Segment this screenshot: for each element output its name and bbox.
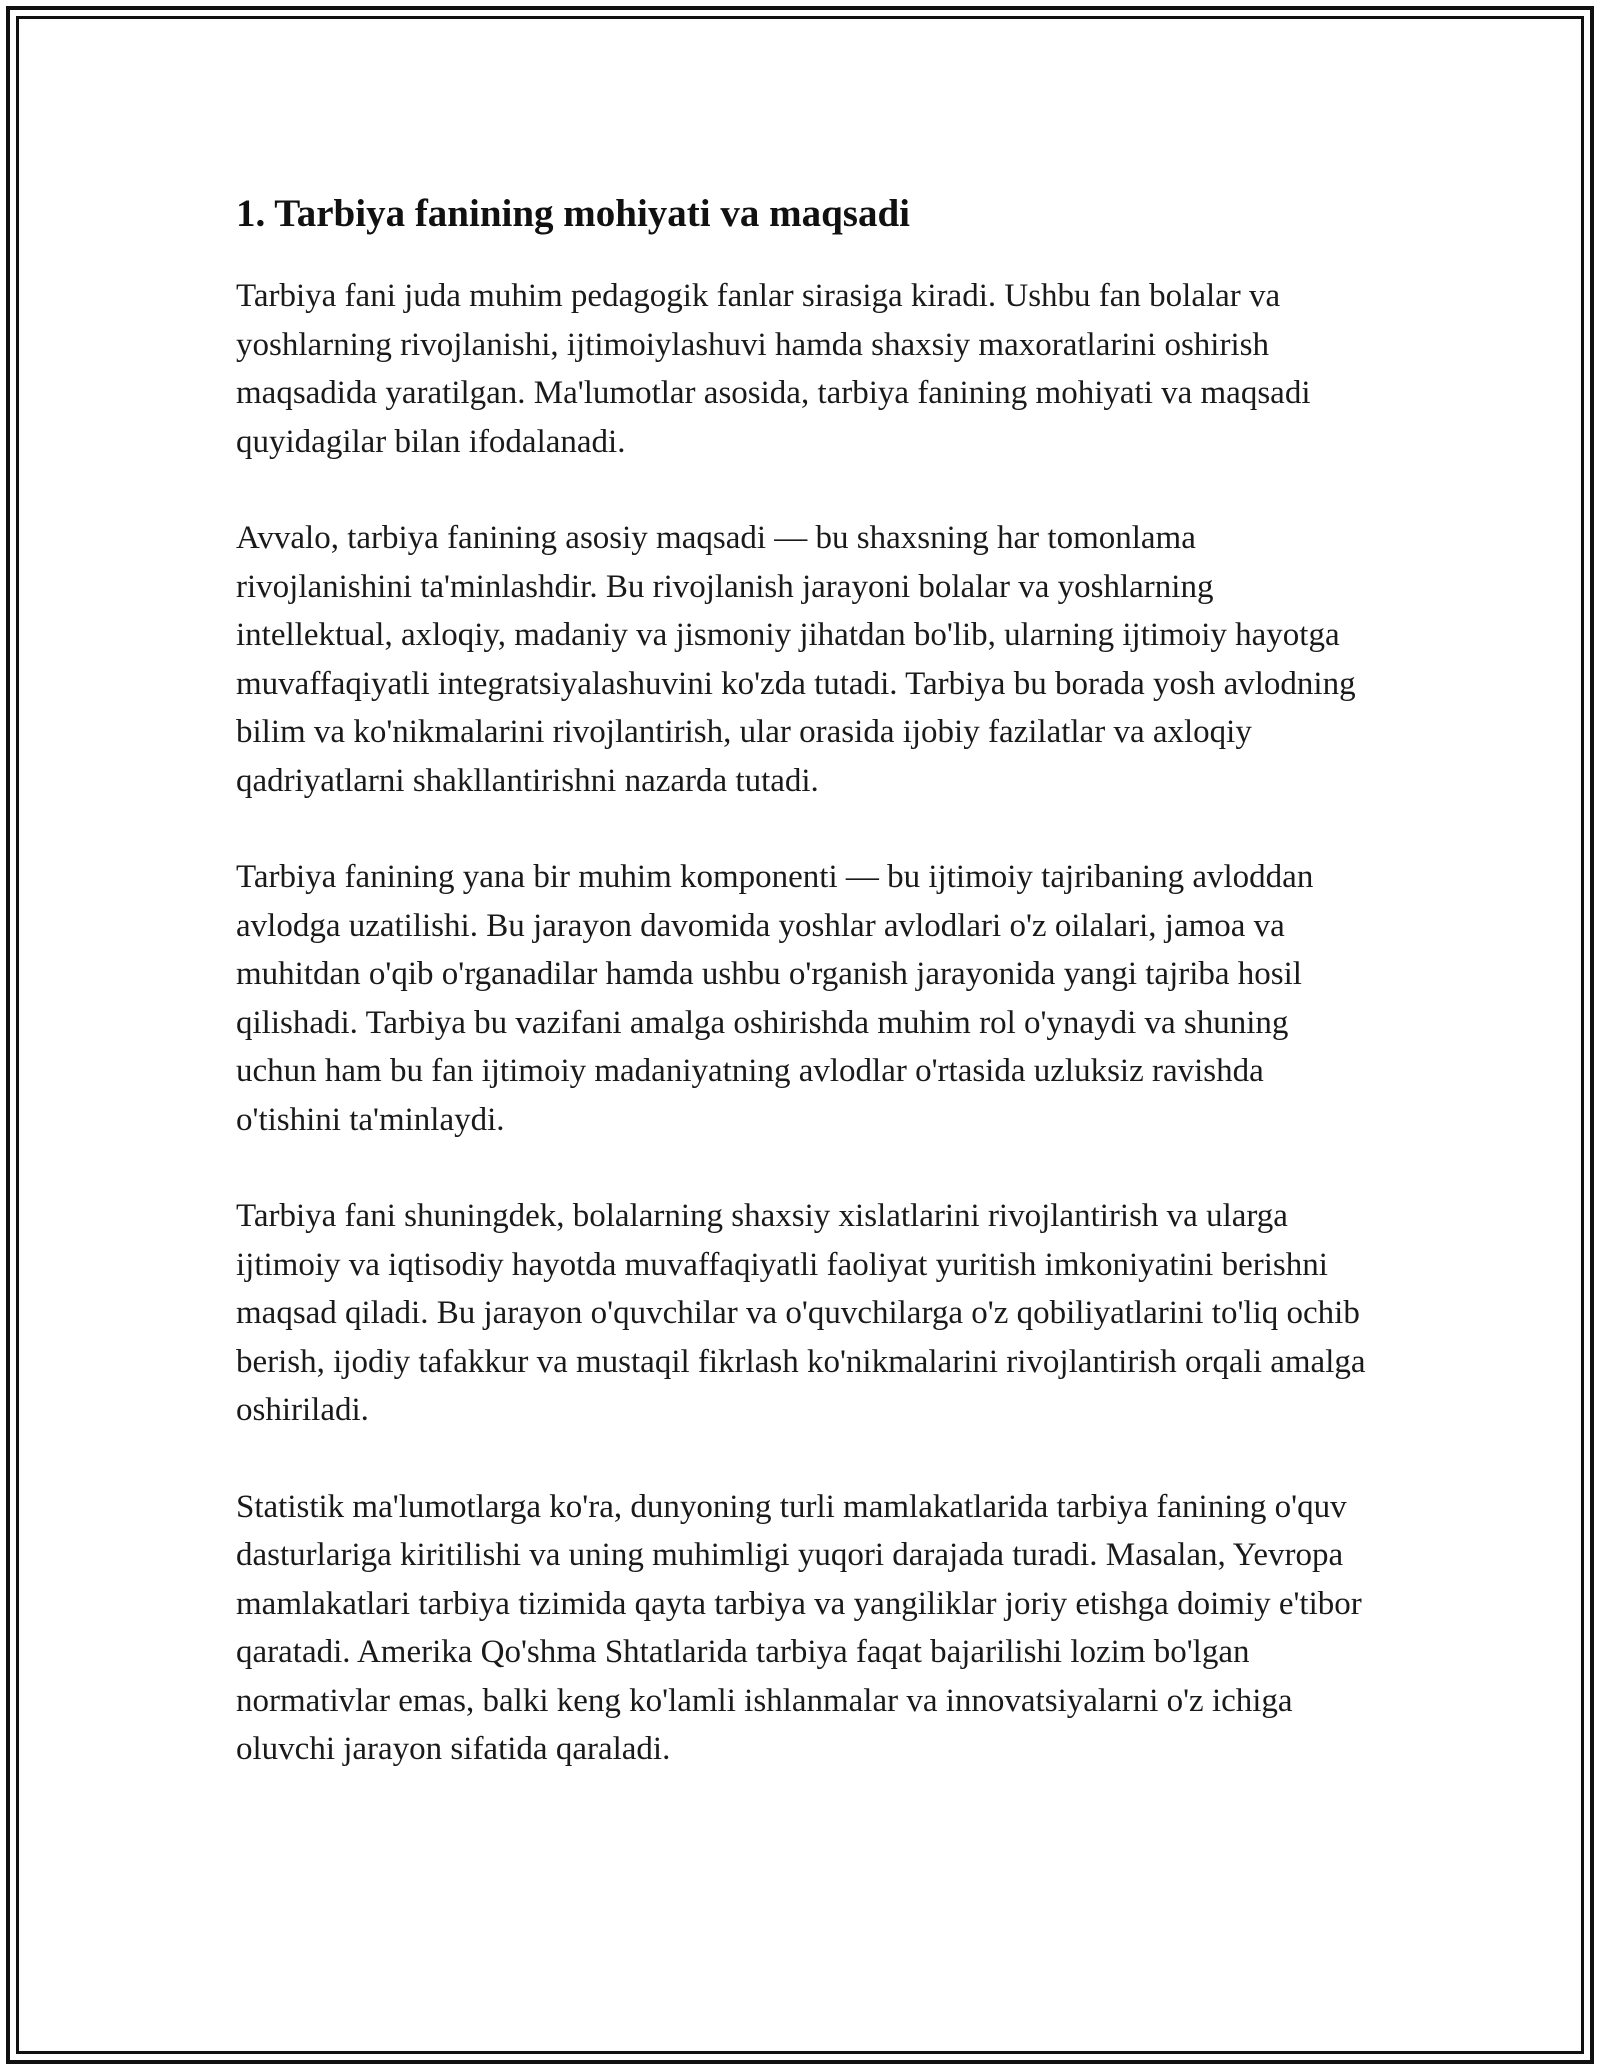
section-heading: 1. Tarbiya fanining mohiyati va maqsadi bbox=[236, 192, 911, 235]
paragraph-main-goal: Avvalo, tarbiya fanining asosiy maqsadi — bu shaxsning har tomonlama rivojlanishini ta'minlashdir. Bu rivojlanish jarayoni bolalar va yoshlarning intellektual, axloqiy, madaniy va jismoniy jihatdan bo'lib, ularning ijtimoiy hayotga muvaffaqiyatli integratsiyalashuvini ko'zda tutadi. Tarbiya bu borada yosh avlodning bilim va ko'nikmalarini rivojlantirish, ular orasida ijobiy fazilatlar va axloqiy qadriyatlarni shakllantirishni nazarda tutadi. bbox=[236, 520, 1356, 799]
document-body bbox=[236, 186, 1376, 1822]
paragraph-personal-traits: Tarbiya fani shuningdek, bolalarning shaxsiy xislatlarini rivojlantirish va ularga ijtimoiy va iqtisodiy hayotda muvaffaqiyatli faoliyat yuritish imkoniyatini berishni maqsad qiladi. Bu jarayon o'quvchilar va o'quvchilarga o'z qobiliyatlarini to'liq ochib berish, ijodiy tafakkur va mustaqil fikrlash ko'nikmalarini rivojlantirish orqali amalga oshiriladi. bbox=[236, 1198, 1366, 1428]
paragraph-statistics: Statistik ma'lumotlarga ko'ra, dunyoning turli mamlakatlarida tarbiya fanining o'quv dasturlariga kiritilishi va uning muhimligi yuqori darajada turadi. Masalan, Yevropa mamlakatlari tarbiya tizimida qayta tarbiya va yangiliklar joriy etishga doimiy e'tibor qaratadi. Amerika Qo'shma Shtatlarida tarbiya faqat bajarilishi lozim bo'lgan normativlar emas, balki keng ko'lamli ishlanmalar va innovatsiyalarni o'z ichiga oluvchi jarayon sifatida qaraladi. bbox=[236, 1488, 1362, 1767]
paragraph-intro: Tarbiya fani juda muhim pedagogik fanlar sirasiga kiradi. Ushbu fan bolalar va yoshlarning rivojlanishi, ijtimoiylashuvi hamda shaxsiy maxoratlarini oshirish maqsadida yaratilgan. Ma'lumotlar asosida, tarbiya fanining mohiyati va maqsadi quyidagilar bilan ifodalanadi. bbox=[236, 278, 1311, 460]
paragraph-social-experience: Tarbiya fanining yana bir muhim komponenti — bu ijtimoiy tajribaning avloddan avlodga uzatilishi. Bu jarayon davomida yoshlar avlodlari o'z oilalari, jamoa va muhitdan o'qib o'rganadilar hamda ushbu o'rganish jarayonida yangi tajriba hosil qilishadi. Tarbiya bu vazifani amalga oshirishda muhim rol o'ynaydi va shuning uchun ham bu fan ijtimoiy madaniyatning avlodlar o'rtasida uzluksiz ravishda o'tishini ta'minlaydi. bbox=[236, 859, 1314, 1138]
